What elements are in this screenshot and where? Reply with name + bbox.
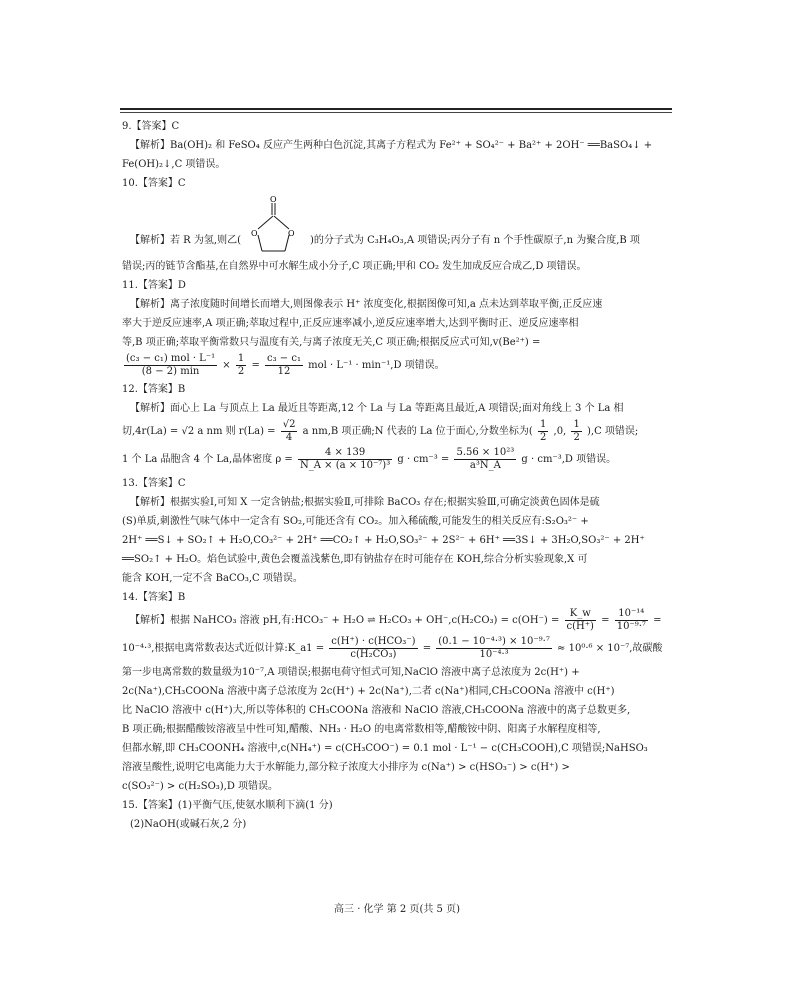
q11-analysis-line: 【解析】离子浓度随时间增长而增大,则图像表示 H⁺ 浓度变化,根据图像可知,a 点未达到萃取平衡,正反应速 — [130, 299, 603, 310]
q15-answer-part: (2)NaOH(或碱石灰,2 分) — [130, 819, 247, 830]
q10-molecule-row — [122, 193, 674, 257]
q14-answer: 14.【答案】B — [122, 592, 186, 603]
q9-analysis-line: 【解析】Ba(OH)₂ 和 FeSO₄ 反应产生两种白色沉淀,其离子方程式为 Fe²⁺ + SO₄²⁻ + Ba²⁺ + 2OH⁻ ══BaSO₄↓ + — [130, 140, 653, 151]
ring-oxygen-label: O — [251, 229, 258, 238]
q14-analysis-line: 但都水解,即 CH₃COONH₄ 溶液中,c(NH₄⁺) = c(CH₃COO⁻) = 0.1 mol · L⁻¹ − c(CH₃COOH),C 项错误;NaHSO₃ — [122, 743, 648, 754]
answer-document — [122, 117, 674, 834]
fraction: $\frac{1}{2}$ — [237, 353, 245, 377]
carbonyl-oxygen-label: O — [270, 195, 277, 204]
q13-analysis-line: 【解析】根据实验Ⅰ,可知 X 一定含钠盐;根据实验Ⅱ,可排除 BaCO₃ 存在;根据实验Ⅲ,可确定淡黄色固体是硫 — [130, 497, 600, 508]
fraction: $\frac{\text{c(H⁺) · c(HCO₃⁻)}}{\text{c(H₂CO₃)}}$ — [331, 636, 416, 660]
q14-ka-formula: 10⁻⁴·³,根据电离常数表达式近似计算:K_a1 = $\frac{\text{c(H⁺) · c(HCO₃⁻)}}{\text{c(H₂CO₃)}}$ = $\frac{\text{(0.1 − 10⁻⁴·³) × 10⁻⁹·⁷}}{\text{10⁻⁴·³}}$ ≈ 10⁰·⁶ × 10⁻⁷,故碳酸 — [122, 636, 663, 660]
q13-analysis-line: (S)单质,刺激性气味气体中一定含有 SO₂,可能还含有 CO₂。加入稀硫酸,可能发生的相关反应有:S₂O₃²⁻ + — [122, 516, 589, 527]
q14-analysis-line: 溶液呈酸性,说明它电离能力大于水解能力,部分粒子浓度大小排序为 c(Na⁺) > c(HSO₃⁻) > c(H⁺) > — [122, 762, 570, 773]
q13-analysis-line: 2H⁺ ══S↓ + SO₂↑ + H₂O,CO₃²⁻ + 2H⁺ ══CO₂↑ + H₂O,SO₃²⁻ + 2S²⁻ + 6H⁺ ══3S↓ + 3H₂O,SO₃²⁻ + 2H⁺ — [122, 535, 645, 546]
q11-analysis-line: 等,B 项正确;萃取平衡常数只与温度有关,与离子浓度无关,C 项正确;根据反应式可知,v(Be²⁺) = — [122, 337, 541, 348]
q10-analysis-post: )的分子式为 C₃H₄O₃,A 项错误;丙分子有 n 个手性碳原子,n 为聚合度,B 项 — [310, 235, 640, 246]
q12-answer: 12.【答案】B — [122, 384, 186, 395]
header-rule-thin — [120, 112, 672, 113]
q13-analysis-line: 能含 KOH,一定不含 BaCO₃,C 项错误。 — [122, 573, 303, 584]
q14-hydrolysis-formula: 【解析】根据 NaHCO₃ 溶液 pH,有:HCO₃⁻ + H₂O ⇌ H₂CO₃ + OH⁻,c(H₂CO₃) = c(OH⁻) = $\frac{K\_w}{c(H^+)}$ = $\frac{\text{10⁻¹⁴}}{\text{10⁻⁹·⁷}}$ = — [130, 608, 662, 632]
q11-analysis-line: 率大于逆反应速率,A 项正确;萃取过程中,正反应速率减小,逆反应速率增大,达到平衡时正、逆反应速率相 — [122, 318, 579, 329]
q10-answer: 10.【答案】C — [122, 178, 186, 189]
q14-analysis-line: 比 NaClO 溶液中 c(H⁺)大,所以等体积的 CH₃COONa 溶液和 NaClO 溶液,CH₃COONa 溶液中的离子总数更多, — [122, 705, 631, 716]
page-footer: 高三 · 化学 第 2 页(共 5 页) — [334, 904, 460, 915]
fraction: $\frac{K\_w}{c(H^+)}$ — [566, 608, 594, 632]
q14-analysis-line: c(SO₃²⁻) > c(H₂SO₃),D 项错误。 — [122, 781, 279, 792]
q13-answer: 13.【答案】C — [122, 478, 186, 489]
fraction: $\frac{1}{2}$ — [539, 419, 547, 443]
q14-analysis-line: 第一步电离常数的数量级为10⁻⁷,A 项错误;根据电荷守恒式可知,NaClO 溶液中离子总浓度为 2c(H⁺) + — [122, 667, 580, 678]
fraction: $\frac{\text{10⁻¹⁴}}{\text{10⁻⁹·⁷}}$ — [616, 608, 646, 632]
fraction: $\frac{\text{(c₃ − c₁) mol · L⁻¹}}{(8 - 2) \min}$ — [126, 353, 216, 377]
q11-rate-formula: $\frac{\text{(c₃ − c₁) mol · L⁻¹}}{(8 - 2) \min}$ × $\frac{1}{2}$ = $\frac{\text{c₃ − c₁}}{12}$ mol · L⁻¹ · min⁻¹,D 项错误。 — [126, 353, 445, 377]
fraction: $\frac{\text{(0.1 − 10⁻⁴·³) × 10⁻⁹·⁷}}{\text{10⁻⁴·³}}$ — [438, 636, 550, 660]
header-rule-thick — [120, 108, 672, 110]
q10-analysis-pre: 【解析】若 R 为氢,则乙( — [130, 235, 241, 246]
ring-oxygen-label: O — [288, 229, 295, 238]
fraction: $\frac{√2}{4}$ — [282, 419, 296, 443]
fraction: $\frac{4 \times 139}{\text{N\_A × (a × 10⁻⁷)³}}$ — [299, 447, 391, 471]
q9-analysis-line: Fe(OH)₂↓,C 项错误。 — [122, 159, 226, 170]
q12-analysis-line: 【解析】面心上 La 与顶点上 La 最近且等距离,12 个 La 与 La 等距离且最近,A 项错误;面对角线上 3 个 La 相 — [130, 403, 624, 414]
q11-answer: 11.【答案】D — [122, 280, 186, 291]
q12-radius-formula: 切,4r(La) = √2 a nm 则 r(La) = $\frac{√2}{4}$ a nm,B 项正确;N 代表的 La 位于面心,分数坐标为( $\frac{1}{2}$ ,0, $\frac{1}{2}$ ),C 项错误; — [122, 419, 639, 443]
q14-analysis-line: 2c(Na⁺),CH₃COONa 溶液中离子总浓度为 2c(H⁺) + 2c(Na⁺),二者 c(Na⁺)相同,CH₃COONa 溶液中 c(H⁺) — [122, 686, 615, 697]
q14-analysis-line: B 项正确;根据醋酸铵溶液呈中性可知,醋酸、NH₃ · H₂O 的电离常数相等,醋酸铵中阴、阳离子水解程度相等, — [122, 724, 601, 735]
fraction: $\frac{\text{c₃ − c₁}}{12}$ — [267, 353, 301, 377]
q9-answer: 9.【答案】C — [122, 121, 180, 132]
q12-density-formula: 1 个 La 晶胞含 4 个 La,晶体密度 ρ = $\frac{4 \times 139}{\text{N\_A × (a × 10⁻⁷)³}}$ g · cm⁻³ = $\frac{\text{5.56 × 10²³}}{\text{a³N\_A}}$ g · cm⁻³,D 项错误。 — [122, 447, 617, 471]
q13-analysis-line: ══SO₂↑ + H₂O。焰色试验中,黄色会覆盖浅紫色,即有钠盐存在时可能存在 KOH,综合分析实验现象,X 可 — [122, 554, 588, 565]
ethylene-carbonate-structure — [240, 195, 304, 259]
q15-answer: 15.【答案】(1)平衡气压,使氨水顺利下滴(1 分) — [122, 800, 333, 811]
fraction: $\frac{\text{5.56 × 10²³}}{\text{a³N\_A}}$ — [456, 447, 515, 471]
q10-analysis-line: 错误;丙的链节含酯基,在自然界中可水解生成小分子,C 项正确;甲和 CO₂ 发生加成反应合成乙,D 项错误。 — [122, 261, 587, 272]
fraction: $\frac{1}{2}$ — [573, 419, 580, 443]
